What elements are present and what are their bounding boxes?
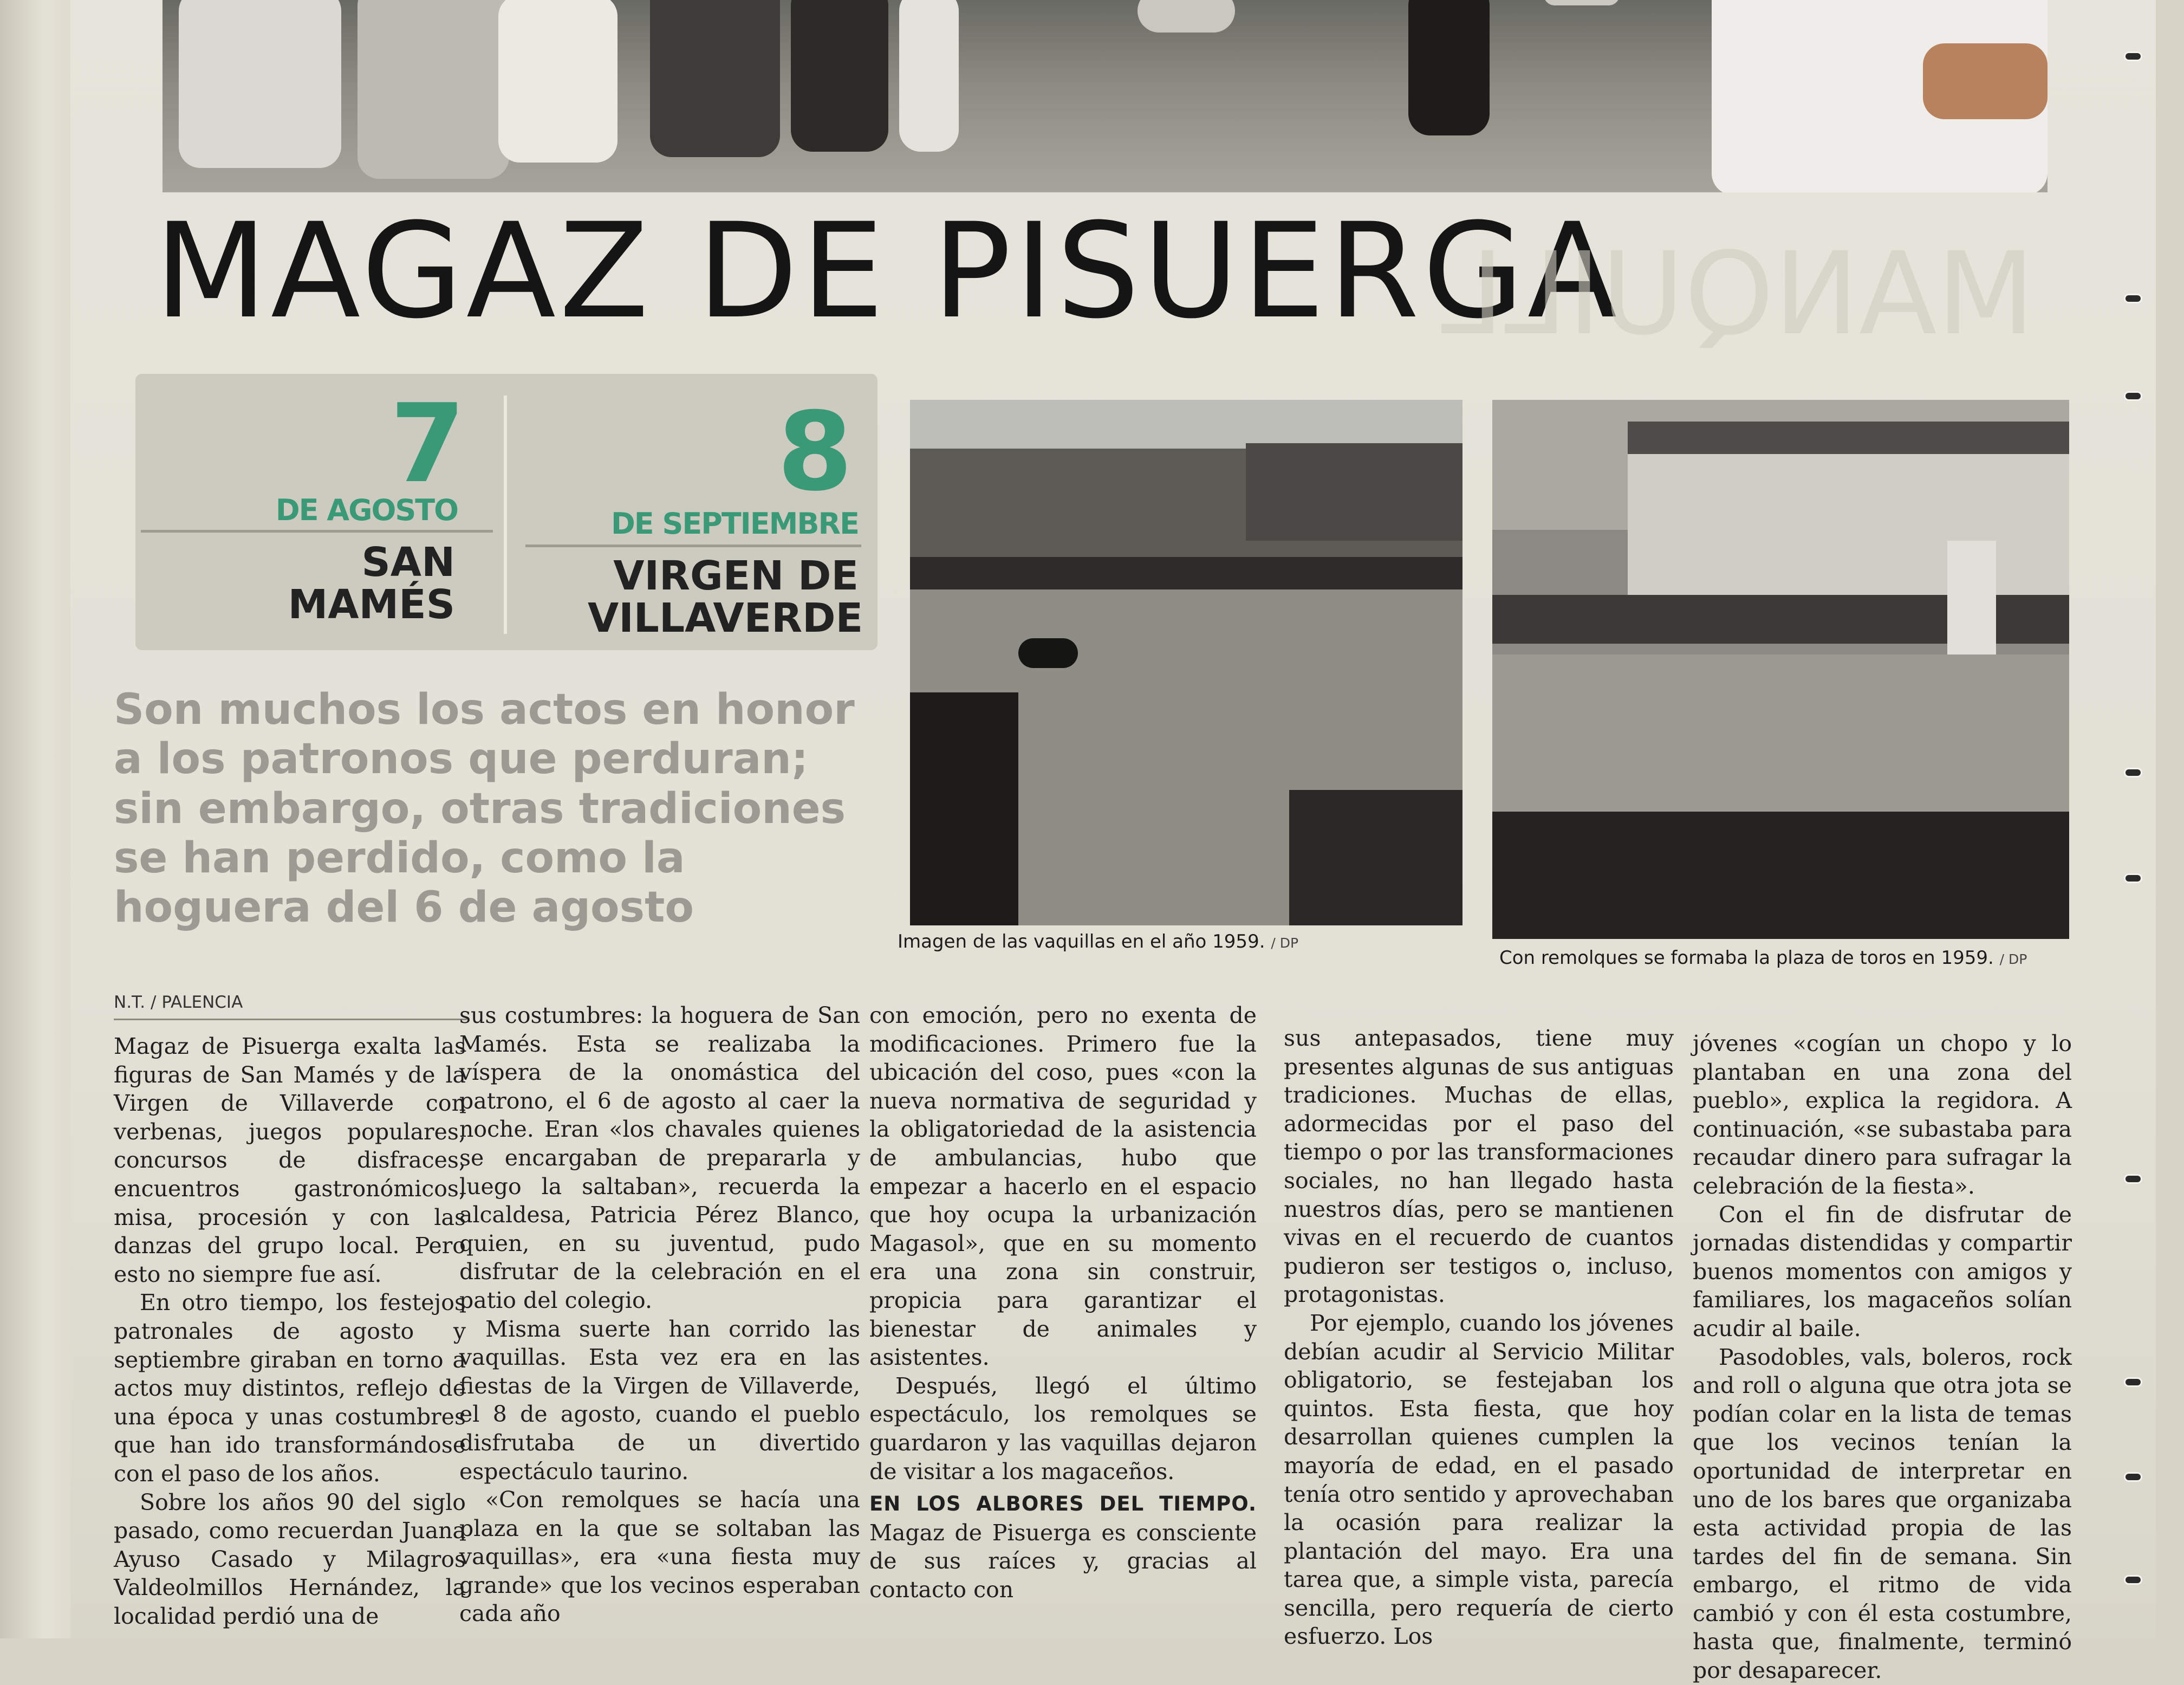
photo-caption-2 bbox=[1499, 947, 2027, 969]
column-3-subhead-paragraph bbox=[869, 1489, 1257, 1604]
photo-remolques-1959 bbox=[1492, 400, 2069, 939]
photo-credit-1: / DP bbox=[1271, 935, 1299, 951]
date-month-1: DE AGOSTO bbox=[275, 493, 458, 527]
date-rule-2 bbox=[525, 545, 861, 547]
subhead-lead-text: Magaz de Pisuerga es consciente de sus raíces y, gracias al contacto con bbox=[869, 1519, 1257, 1603]
photo-caption-1-text: Imagen de las vaquillas en el año 1959. bbox=[898, 931, 1265, 952]
top-photo-festival-crowd bbox=[162, 0, 2047, 192]
patron-name-1 bbox=[173, 539, 455, 628]
column-4-paragraph: Por ejemplo, cuando los jóvenes debían acudir al Servicio Militar obligatorio, se festejaban los quintos. Esta fiesta, que hoy desarrollan quienes cumplen la mayoría de edad, en el pasado tenía otro sentido y aprovechaban la ocasión para realizar la plantación del mayo. Era una tarea que, a simple vista, parecía sencilla, pero requería de cierto esfuerzo. Los bbox=[1284, 1310, 1674, 1650]
binding-hole bbox=[2126, 393, 2141, 399]
binding-hole bbox=[2126, 875, 2141, 882]
column-2-paragraph: «Con remolques se hacía una plaza en la que se soltaban las vaquillas», era «una fiesta muy grande» que los vecinos esperaban cada año bbox=[459, 1487, 860, 1627]
article-column-3 bbox=[869, 1001, 1257, 1604]
byline-location: PALENCIA bbox=[161, 993, 243, 1012]
column-3-paragraph: con emoción, pero no exenta de modificaciones. Primero fue la ubicación del coso, pues «con la nueva normativa de seguridad y la obligatoriedad de la asistencia de ambulancias, hubo que empezar a hacerlo en el espacio que hoy ocupa la urbanización Magasol», que en su momento era una zona sin construir, propicia para garantizar el bienestar de animales y asistentes. bbox=[869, 1002, 1257, 1371]
patron-name-1-text: SAN MAMÉS bbox=[288, 539, 455, 628]
date-rule-1 bbox=[141, 530, 493, 533]
date-day-1: 7 bbox=[390, 381, 466, 507]
binding-hole bbox=[2126, 769, 2141, 776]
column-5-paragraph: Pasodobles, vals, boleros, rock and roll o alguna que otra jota se podían colar en la lista de temas que los vecinos tenían la oportunidad de interpretar en uno de los bares que organizaba esta actividad propia de las tardes del fin de semana. Sin embargo, el ritmo de vida cambió y con él esta costumbre, hasta que, finalmente, terminó por desaparecer. bbox=[1693, 1344, 2072, 1684]
column-3-paragraph: Después, llegó el último espectáculo, los remolques se guardaron y las vaquillas dejaron de visitar a los magaceños. bbox=[869, 1372, 1257, 1485]
photo-vaquillas-1959 bbox=[910, 400, 1462, 925]
column-5-paragraph: Con el fin de disfrutar de jornadas distendidas y compartir buenos momentos con amigos y familiares, los magaceños solían acudir al baile. bbox=[1693, 1201, 2072, 1341]
column-1-paragraph: Magaz de Pisuerga exalta las figuras de San Mamés y de la Virgen de Villaverde con verbenas, juegos populares, concursos de disfraces, encuentros gastronómicos, misa, procesión y con las danzas del grupo local. Pero esto no siempre fue así. bbox=[114, 1033, 466, 1287]
show-through-text: MANQUILL bbox=[1441, 228, 2035, 360]
column-2-paragraph: Misma suerte han corrido las vaquillas. Esta vez era en las fiestas de la Virgen de Villaverde, el 8 de agosto, cuando el pueblo disfrutaba de un divertido espectáculo taurino. bbox=[459, 1315, 860, 1485]
binding-hole bbox=[2126, 295, 2141, 302]
article-column-2 bbox=[459, 1001, 860, 1628]
previous-page-edge bbox=[0, 0, 81, 1638]
date-month-2: DE SEPTIEMBRE bbox=[610, 507, 859, 541]
photo-caption-1 bbox=[898, 931, 1298, 952]
article-column-4 bbox=[1284, 1024, 1674, 1651]
binding-hole bbox=[2126, 1379, 2141, 1385]
date-day-2: 8 bbox=[777, 389, 853, 515]
article-deck: Son muchos los actos en honor a los patronos que perduran; sin embargo, otras tradiciones se han perdido, como la hoguera del 6 de agosto bbox=[114, 685, 855, 932]
binding-hole bbox=[2126, 1577, 2141, 1583]
byline-author: N.T. bbox=[114, 993, 146, 1012]
patron-dates-box bbox=[135, 374, 877, 650]
photo-caption-2-text: Con remolques se formaba la plaza de toros en 1959. bbox=[1499, 947, 1994, 969]
article-column-5 bbox=[1693, 1029, 2072, 1685]
headline-title: MAGAZ DE PISUERGA bbox=[154, 195, 1621, 348]
binding-hole bbox=[2126, 1474, 2141, 1480]
binding-hole bbox=[2126, 53, 2141, 60]
patron-name-2-text: VIRGEN DE VILLAVERDE bbox=[588, 553, 863, 641]
column-1-paragraph: En otro tiempo, los festejos patronales de agosto y septiembre giraban en torno a actos muy distintos, reflejo de una época y unas costumbres que han ido transformándose con el paso de los años. bbox=[114, 1289, 466, 1487]
column-2-paragraph: sus costumbres: la hoguera de San Mamés. Esta se realizaba la víspera de la onomástica del patrono, el 6 de agosto al caer la noche. Eran «los chavales quienes se encargaban de prepararla y luego la saltaban», recuerda la alcaldesa, Patricia Pérez Blanco, quien, en su juventud, pudo disfrutar de la celebración en el patio del colegio. bbox=[459, 1002, 860, 1313]
byline: N.T. / PALENCIA bbox=[114, 993, 467, 1020]
photo-credit-2: / DP bbox=[1999, 951, 2027, 967]
date-divider bbox=[504, 396, 507, 634]
article-column-1 bbox=[114, 1032, 466, 1630]
column-1-paragraph: Sobre los años 90 del siglo pasado, como recuerdan Juana Ayuso Casado y Milagros Valdeolmillos Hernández, la localidad perdió una de bbox=[114, 1489, 466, 1629]
patron-name-2 bbox=[534, 553, 863, 641]
column-5-paragraph: jóvenes «cogían un chopo y lo plantaban en una zona del pueblo», explica la regidora. A continuación, «se subastaba para recaudar dinero para sufragar la celebración de la fiesta». bbox=[1693, 1031, 2072, 1199]
binding-hole bbox=[2126, 1176, 2141, 1182]
section-subhead: EN LOS ALBORES DEL TIEMPO. bbox=[869, 1492, 1257, 1516]
column-4-paragraph: sus antepasados, tiene muy presentes algunas de sus antiguas tradiciones. Muchas de ellas, adormecidas por el paso del tiempo o por las transformaciones sociales, no han llegado hasta nuestros días, pero se mantienen vivas en el recuerdo de cuantos pudieron ser testigos o, incluso, protagonistas. bbox=[1284, 1025, 1674, 1308]
